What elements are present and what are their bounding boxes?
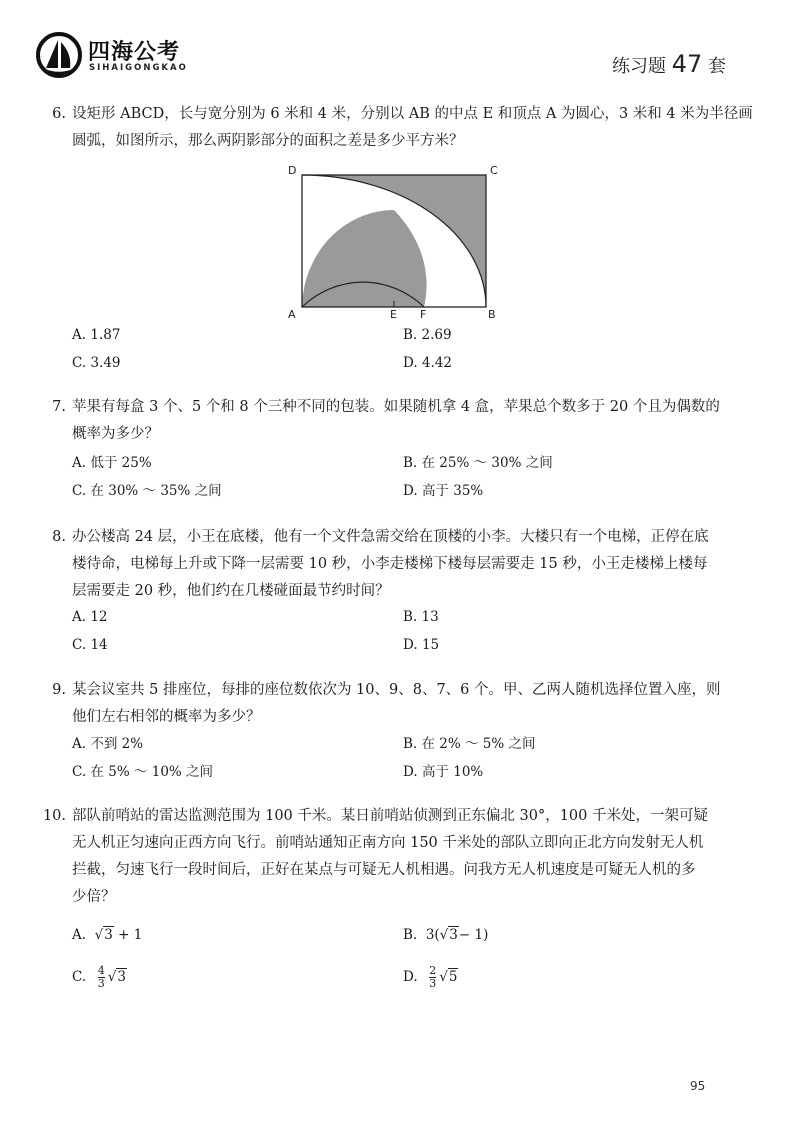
- fraction: $\frac{4}{3}$: [97, 964, 105, 990]
- option-a: A. √3 + 1: [72, 927, 143, 943]
- question-text-line: 楼待命，电梯每上升或下降一层需要 10 秒，小李走楼梯下楼每层需要走 15 秒，小王走楼梯上楼每: [72, 556, 708, 572]
- option-c: C. 在 5% ～ 10% 之间: [72, 764, 214, 780]
- set-title: [612, 50, 726, 78]
- question-number: 7.: [52, 399, 66, 415]
- option-d: D. 4.42: [403, 355, 452, 371]
- page-header: [36, 32, 726, 92]
- sqrt-expression: √5: [439, 969, 458, 985]
- question-text-line: 设矩形 ABCD，长与宽分别为 6 米和 4 米，分别以 AB 的中点 E 和顶点 A 为圆心，3 米和 4 米为半径画: [72, 106, 753, 122]
- option-a: A. 不到 2%: [72, 736, 144, 752]
- question-text-line: 层需要走 20 秒，他们约在几楼碰面最节约时间？: [72, 583, 390, 599]
- question-text-line: 他们左右相邻的概率为多少？: [72, 709, 261, 725]
- option-d: D. 15: [403, 637, 440, 653]
- question-text-line: 无人机正匀速向正西方向飞行。前哨站通知正南方向 150 千米处的部队立即向正北方向发射无人机: [72, 835, 704, 851]
- geometry-figure: [286, 160, 506, 322]
- question-number: 10.: [42, 808, 66, 824]
- set-number: 47: [671, 50, 703, 78]
- label-c: C: [490, 164, 498, 177]
- option-c: C. $\frac{4}{3}$ √3: [72, 964, 126, 990]
- option-b: B. 2.69: [403, 327, 452, 343]
- option-a: A. 低于 25%: [72, 455, 152, 471]
- label-b: B: [488, 308, 496, 321]
- sqrt-expression: √3: [94, 927, 113, 943]
- question-number: 9.: [52, 682, 66, 698]
- label-f: F: [420, 308, 427, 321]
- question-text-line: 少倍？: [72, 889, 116, 905]
- label-a: A: [288, 308, 296, 321]
- sqrt-expression: √3: [107, 969, 126, 985]
- set-suffix: 套: [708, 56, 726, 77]
- option-a: A. 12: [72, 609, 108, 625]
- option-c: C. 3.49: [72, 355, 121, 371]
- page-number: 95: [690, 1079, 706, 1093]
- question-text-line: 拦截，匀速飞行一段时间后，正好在某点与可疑无人机相遇。问我方无人机速度是可疑无人机的多: [72, 862, 696, 878]
- question-number: 6.: [52, 106, 66, 122]
- question-text-line: 办公楼高 24 层，小王在底楼，他有一个文件急需交给在顶楼的小李。大楼只有一个电梯，正停在底: [72, 529, 709, 545]
- option-b: B. 3(√3− 1): [403, 927, 489, 943]
- label-d: D: [288, 164, 297, 177]
- sqrt-expression: √3: [439, 927, 458, 943]
- logo-subtext: SIHAIGONGKAO: [89, 63, 188, 73]
- option-b: B. 在 2% ～ 5% 之间: [403, 736, 536, 752]
- logo-text: 四海公考: [88, 40, 181, 65]
- question-text-line: 部队前哨站的雷达监测范围为 100 千米。某日前哨站侦测到正东偏北 30°，100 千米处，一架可疑: [72, 808, 708, 824]
- option-d: D. 高于 35%: [403, 483, 484, 499]
- option-b: B. 13: [403, 609, 439, 625]
- fraction: $\frac{2}{3}$: [429, 964, 437, 990]
- question-text-line: 某会议室共 5 排座位，每排的座位数依次为 10、9、8、7、6 个。甲、乙两人随机选择位置入座，则: [72, 682, 721, 698]
- option-b: B. 在 25% ～ 30% 之间: [403, 455, 553, 471]
- question-text-line: 圆弧，如图所示，那么两阴影部分的面积之差是多少平方米？: [72, 133, 464, 149]
- question-text-line: 概率为多少？: [72, 426, 159, 442]
- option-d: D. 高于 10%: [403, 764, 484, 780]
- set-prefix: 练习题: [611, 56, 666, 77]
- question-text-line: 苹果有每盒 3 个、5 个和 8 个三种不同的包装。如果随机拿 4 盒，苹果总个数多于 20 个且为偶数的: [72, 399, 720, 415]
- sailboat-logo-icon: [36, 32, 82, 78]
- question-number: 8.: [52, 529, 66, 545]
- option-a: A. 1.87: [72, 327, 121, 343]
- option-c: C. 14: [72, 637, 108, 653]
- label-e: E: [390, 308, 397, 321]
- option-c: C. 在 30% ～ 35% 之间: [72, 483, 222, 499]
- option-d: D. $\frac{2}{3}$ √5: [403, 964, 458, 990]
- brand-logo: [36, 32, 236, 82]
